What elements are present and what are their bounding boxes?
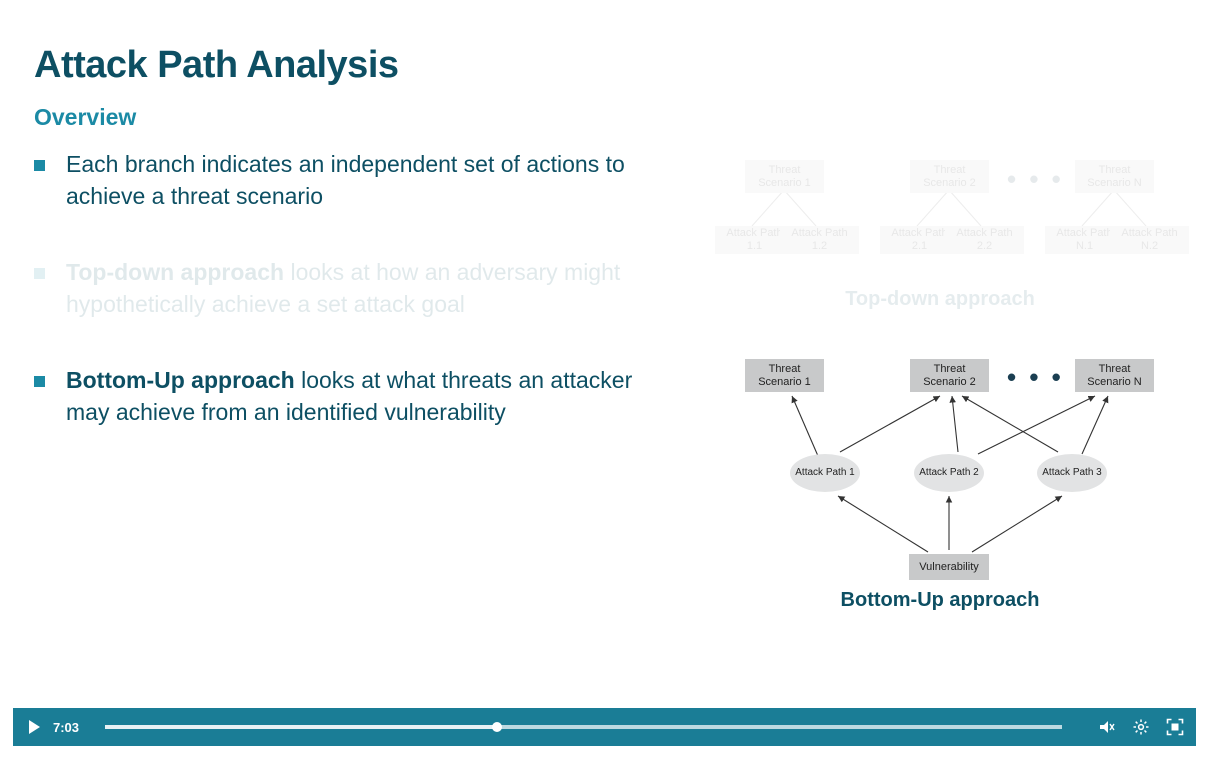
list-item	[34, 364, 634, 428]
node-attack-path: Attack Path 1.1	[715, 226, 794, 254]
bullet-text: looks at how an adversary might hypothetically achieve a set attack goal	[66, 259, 621, 317]
top-down-diagram	[700, 148, 1180, 328]
node-threat-scenario: Threat Scenario 1	[745, 359, 824, 392]
mute-icon[interactable]	[1098, 719, 1116, 735]
diagram-caption: Bottom-Up approach	[840, 589, 1040, 611]
node-threat-scenario: Threat Scenario 2	[910, 160, 989, 193]
node-threat-scenario: Threat Scenario N	[1075, 160, 1154, 193]
ellipsis-icon: • • •	[1007, 164, 1064, 194]
fullscreen-icon[interactable]	[1166, 718, 1184, 736]
node-attack-path: Attack Path N.2	[1110, 226, 1189, 254]
bullet-text: Each branch indicates an independent set of actions to achieve a threat scenario	[66, 151, 625, 209]
bullet-square-icon	[34, 268, 45, 279]
bullet-lead: Bottom-Up approach	[66, 367, 295, 393]
node-threat-scenario: Threat Scenario 1	[745, 160, 824, 193]
node-attack-path: Attack Path 2	[914, 454, 984, 492]
node-attack-path: Attack Path N.1	[1045, 226, 1124, 254]
node-attack-path: Attack Path 2.1	[880, 226, 959, 254]
list-item	[34, 256, 634, 320]
page-subtitle: Overview	[34, 104, 137, 130]
node-attack-path: Attack Path 2.2	[945, 226, 1024, 254]
list-item	[34, 148, 634, 212]
play-triangle	[29, 720, 40, 734]
progress-filled	[105, 725, 497, 729]
node-threat-scenario: Threat Scenario 2	[910, 359, 989, 392]
node-vulnerability: Vulnerability	[909, 554, 989, 580]
bullet-square-icon	[34, 376, 45, 387]
video-player-bar	[13, 708, 1196, 746]
diagram-caption: Top-down approach	[845, 288, 1035, 310]
progress-bar[interactable]	[105, 725, 1062, 729]
node-threat-scenario: Threat Scenario N	[1075, 359, 1154, 392]
node-attack-path: Attack Path 1	[790, 454, 860, 492]
bottom-up-diagram	[700, 344, 1180, 624]
page-title: Attack Path Analysis	[34, 44, 399, 86]
play-icon[interactable]	[25, 718, 43, 736]
progress-knob[interactable]	[492, 722, 502, 732]
gear-icon[interactable]	[1132, 718, 1150, 736]
bullet-square-icon	[34, 160, 45, 171]
node-attack-path: Attack Path 3	[1037, 454, 1107, 492]
time-display: 7:03	[53, 719, 80, 735]
node-attack-path: Attack Path 1.2	[780, 226, 859, 254]
bullet-lead: Top-down approach	[66, 259, 285, 285]
bullet-text: looks at what threats an attacker may achieve from an identified vulnerability	[66, 367, 633, 425]
bullet-list	[34, 148, 634, 456]
ellipsis-icon: • • •	[1007, 362, 1064, 392]
